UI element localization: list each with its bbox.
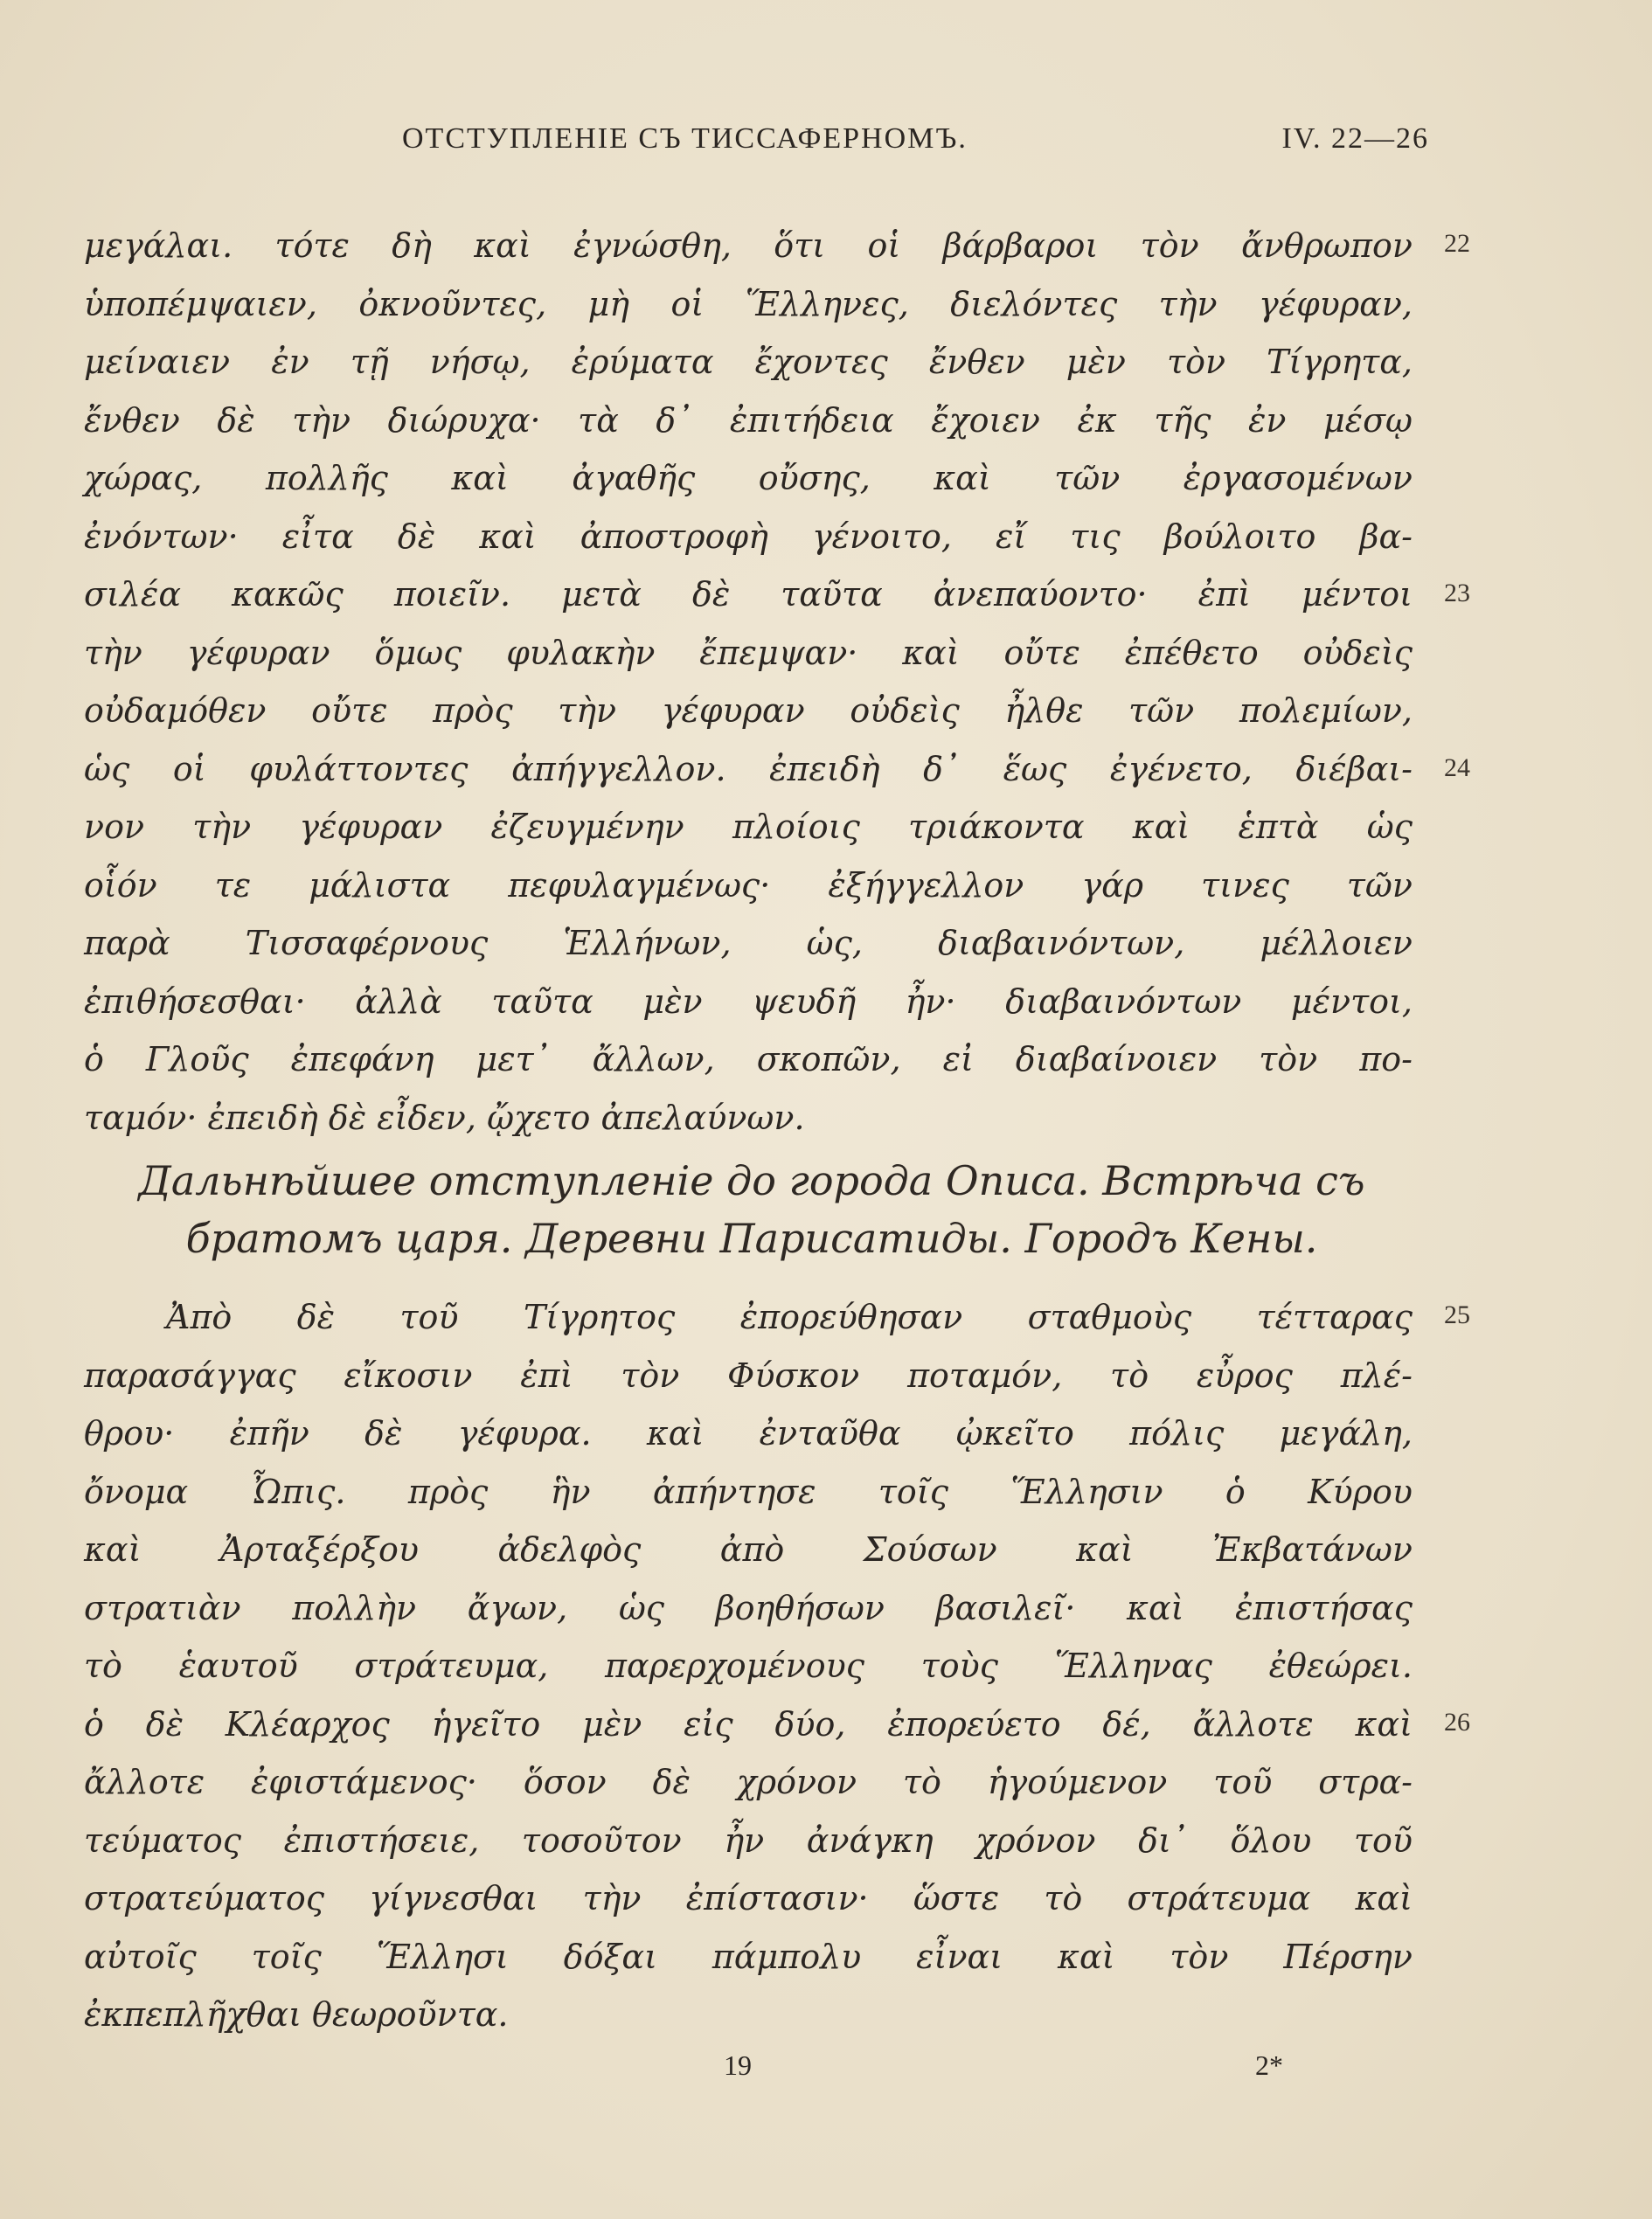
section-number: 23 bbox=[1444, 579, 1470, 607]
text-line: ἐκπεπλῆχθαι θεωροῦντα. bbox=[84, 1995, 509, 2034]
text-line: ὁ δὲ Κλέαρχος ἡγεῖτο μὲν εἰς δύο, ἐπορεύετο δέ, ἄλλοτε καὶ bbox=[84, 1704, 1413, 1744]
text-line: παρὰ Τισσαφέρνους Ἑλλήνων, ὡς, διαβαινόντων, μέλλοιεν bbox=[84, 924, 1413, 962]
text-line: ἔνθεν δὲ τὴν διώρυχα· τὰ δ᾽ ἐπιτήδεια ἔχοιεν ἐκ τῆς ἐν μέσῳ bbox=[84, 400, 1413, 440]
section-number: 26 bbox=[1444, 1708, 1470, 1737]
text-line: θρου· ἐπῆν δὲ γέφυρα. καὶ ἐνταῦθα ᾠκεῖτο πόλις μεγάλη, bbox=[84, 1414, 1413, 1453]
text-line: μεγάλαι. τότε δὴ καὶ ἐγνώσθη, ὅτι οἱ βάρβαροι τὸν ἄνθρωπον bbox=[84, 226, 1413, 265]
text-line: χώρας, πολλῆς καὶ ἀγαθῆς οὔσης, καὶ τῶν ἐργασομένων bbox=[84, 459, 1413, 497]
text-line: ταμόν· ἐπειδὴ δὲ εἶδεν, ᾤχετο ἀπελαύνων. bbox=[84, 1098, 805, 1137]
text-line: ὁ Γλοῦς ἐπεφάνη μετ᾽ ἄλλων, σκοπῶν, εἰ διαβαίνοιεν τὸν πο- bbox=[84, 1040, 1413, 1078]
text-line: τὸ ἑαυτοῦ στράτευμα, παρερχομένους τοὺς Ἕλληνας ἐθεώρει. bbox=[84, 1647, 1413, 1685]
running-header bbox=[402, 122, 1429, 166]
chapter-reference: IV. 22—26 bbox=[1281, 122, 1429, 155]
text-line: μείναιεν ἐν τῇ νήσῳ, ἐρύματα ἔχοντες ἔνθεν μὲν τὸν Τίγρητα, bbox=[84, 343, 1413, 381]
text-line: Ἀπὸ δὲ τοῦ Τίγρητος ἐπορεύθησαν σταθμοὺς τέτταρας bbox=[166, 1298, 1413, 1336]
text-line: ὡς οἱ φυλάττοντες ἀπήγγελλον. ἐπειδὴ δ᾽ ἕως ἐγένετο, διέβαι- bbox=[84, 749, 1413, 788]
section-number: 25 bbox=[1444, 1300, 1470, 1329]
text-line: στρατιὰν πολλὴν ἄγων, ὡς βοηθήσων βασιλεῖ· καὶ ἐπιστήσας bbox=[84, 1588, 1413, 1627]
text-line: στρατεύματος γίγνεσθαι τὴν ἐπίστασιν· ὥστε τὸ στράτευμα καὶ bbox=[84, 1879, 1413, 1917]
section-subheading bbox=[79, 1152, 1425, 1267]
text-line: ἐπιθήσεσθαι· ἀλλὰ ταῦτα μὲν ψευδῆ ἦν· διαβαινόντων μέντοι, bbox=[84, 981, 1413, 1021]
subheading-line: Дальнѣйшее отступленіе до города Описа. Встрѣча съ bbox=[138, 1157, 1365, 1204]
text-line: σιλέα κακῶς ποιεῖν. μετὰ δὲ ταῦτα ἀνεπαύοντο· ἐπὶ μέντοι bbox=[84, 575, 1413, 614]
text-line: οἷόν τε μάλιστα πεφυλαγμένως· ἐξήγγελλον γάρ τινες τῶν bbox=[84, 865, 1413, 905]
text-line: ἐνόντων· εἶτα δὲ καὶ ἀποστροφὴ γένοιτο, εἴ τις βούλοιτο βα- bbox=[84, 517, 1413, 556]
text-line: τὴν γέφυραν ὅμως φυλακὴν ἔπεμψαν· καὶ οὔτε ἐπέθετο οὐδεὶς bbox=[84, 633, 1413, 672]
signature-mark: 2* bbox=[1255, 2049, 1283, 2081]
running-title: ОТСТУПЛЕНІЕ СЪ ТИССАФЕРНОМЪ. bbox=[402, 122, 968, 155]
subheading-line: братомъ царя. Деревни Парисатиды. Городъ Кены. bbox=[185, 1215, 1318, 1262]
text-line: ὑποπέμψαιεν, ὀκνοῦντες, μὴ οἱ Ἕλληνες, διελόντες τὴν γέφυραν, bbox=[84, 284, 1413, 323]
page-number: 19 bbox=[724, 2049, 752, 2081]
text-line: παρασάγγας εἴκοσιν ἐπὶ τὸν Φύσκον ποταμόν, τὸ εὖρος πλέ- bbox=[84, 1356, 1413, 1395]
greek-paragraph-1 bbox=[84, 217, 1413, 1147]
text-line: αὐτοῖς τοῖς Ἕλλησι δόξαι πάμπολυ εἶναι καὶ τὸν Πέρσην bbox=[84, 1937, 1413, 1976]
text-line: ὄνομα Ὦπις. πρὸς ἣν ἀπήντησε τοῖς Ἕλλησιν ὁ Κύρου bbox=[84, 1472, 1413, 1511]
section-number: 24 bbox=[1444, 753, 1470, 782]
text-line: νον τὴν γέφυραν ἐζευγμένην πλοίοις τριάκοντα καὶ ἑπτὰ ὡς bbox=[84, 808, 1413, 846]
text-line: ἄλλοτε ἐφιστάμενος· ὅσον δὲ χρόνον τὸ ἡγούμενον τοῦ στρα- bbox=[84, 1763, 1413, 1801]
text-line: οὐδαμόθεν οὔτε πρὸς τὴν γέφυραν οὐδεὶς ἦλθε τῶν πολεμίων, bbox=[84, 691, 1413, 730]
section-number: 22 bbox=[1444, 229, 1470, 258]
text-line: καὶ Ἀρταξέρξου ἀδελφὸς ἀπὸ Σούσων καὶ Ἐκβατάνων bbox=[84, 1530, 1413, 1569]
greek-paragraph-2 bbox=[84, 1288, 1413, 2044]
text-line: τεύματος ἐπιστήσειε, τοσοῦτον ἦν ἀνάγκη χρόνον δι᾽ ὅλου τοῦ bbox=[84, 1820, 1413, 1860]
